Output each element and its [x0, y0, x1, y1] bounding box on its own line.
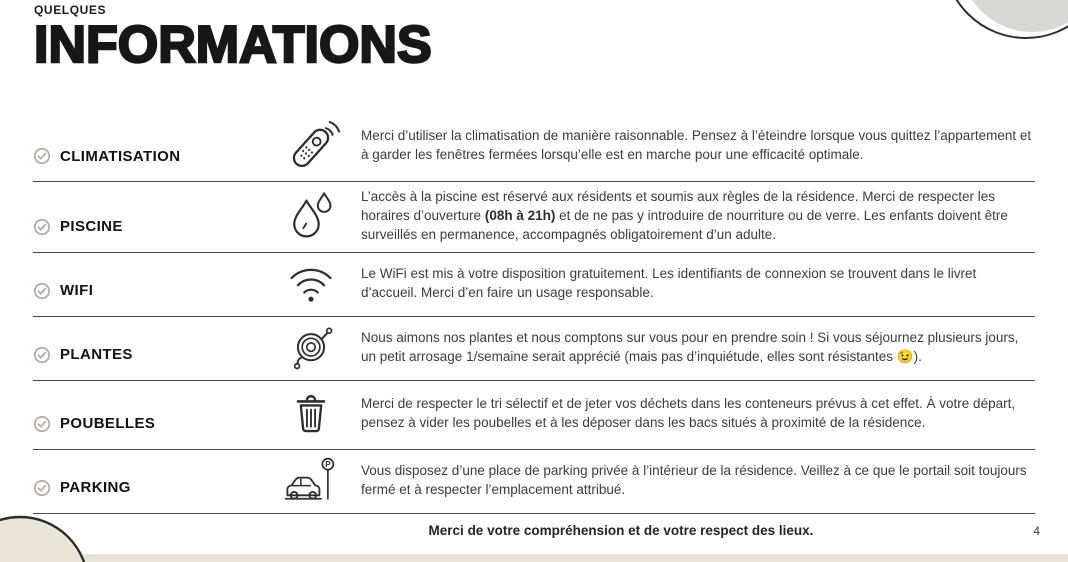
check-icon [33, 282, 51, 300]
bottom-accent-strip [0, 554, 1068, 562]
hours-bold: (08h à 21h) [484, 207, 556, 223]
row-label: PISCINE [60, 218, 123, 236]
row-description: Merci d’utiliser la climatisation de manière raisonnable. Pensez à l’éteindre lorsque vous quittez l’appartement et à garder les fenêtres fermées lorsqu’elle est en marche pour une efficacité optimale. [361, 128, 1032, 162]
check-icon [33, 218, 51, 236]
remote-control-icon [261, 116, 361, 176]
row-description: Nous aimons nos plantes et nous comptons sur vous pour en prendre soin ! Si vous séjournez plusieurs jours, un petit arrosage 1/semaine serait apprécié (mais pas d’inquiétude, elles sont résistantes 😉). [361, 329, 1019, 364]
info-row-wifi [33, 253, 1035, 317]
row-label: CLIMATISATION [60, 147, 181, 165]
page-number: 4 [1033, 524, 1040, 538]
wifi-icon [261, 257, 361, 311]
row-label: PLANTES [60, 346, 133, 364]
info-row-parking [33, 450, 1035, 514]
check-icon [33, 479, 51, 497]
check-icon [33, 147, 51, 165]
label-cell [33, 282, 261, 311]
row-label: PARKING [60, 479, 131, 497]
trash-can-icon [261, 388, 361, 440]
check-icon [33, 415, 51, 433]
label-cell [33, 479, 261, 508]
row-description: L’accès à la piscine est réservé aux résidents et soumis aux règles de la résidence. Merci de respecter les horaires d’ouverture (08h à 21h) et de ne pas y introduire de nourriture ou de verre. Les enfants doivent être surveillés en permanence, accompagnés obligatoirement d’un adulte. [361, 189, 1008, 242]
label-cell [33, 415, 261, 444]
info-row-piscine [33, 182, 1035, 253]
water-drops-icon [261, 187, 361, 245]
info-table [33, 112, 1035, 514]
page-header [34, 3, 432, 74]
eyebrow-text: QUELQUES [34, 3, 107, 17]
label-cell [33, 147, 261, 176]
label-cell [33, 218, 261, 247]
svg-text:P: P [325, 459, 331, 469]
row-description: Merci de respecter le tri sélectif et de jeter vos déchets dans les conteneurs prévus à cet effet. À votre départ, pensez à vider les poubelles et à les déposer dans les bacs situés à proximité de la résidence. [361, 396, 1016, 431]
row-label: WIFI [60, 282, 94, 300]
check-icon [33, 346, 51, 364]
garden-hose-icon [261, 321, 361, 375]
info-row-poubelles [33, 381, 1035, 450]
parking-car-icon [261, 454, 361, 508]
row-label: POUBELLES [60, 415, 156, 433]
info-row-plantes [33, 317, 1035, 381]
info-row-climatisation [33, 112, 1035, 182]
row-description: Vous disposez d’une place de parking privée à l’intérieur de la résidence. Veillez à ce que le portail soit toujours fermé et à respecter l’emplacement attribué. [361, 462, 1027, 497]
row-description: Le WiFi est mis à votre disposition gratuitement. Les identifiants de connexion se trouvent dans le livret d’accueil. Merci d’en faire un usage responsable. [361, 265, 977, 300]
footer-note: Merci de votre compréhension et de votre respect des lieux. [428, 523, 814, 538]
page-title: INFORMATIONS [34, 16, 432, 74]
label-cell [33, 346, 261, 375]
top-right-circle-decoration [888, 0, 1068, 100]
